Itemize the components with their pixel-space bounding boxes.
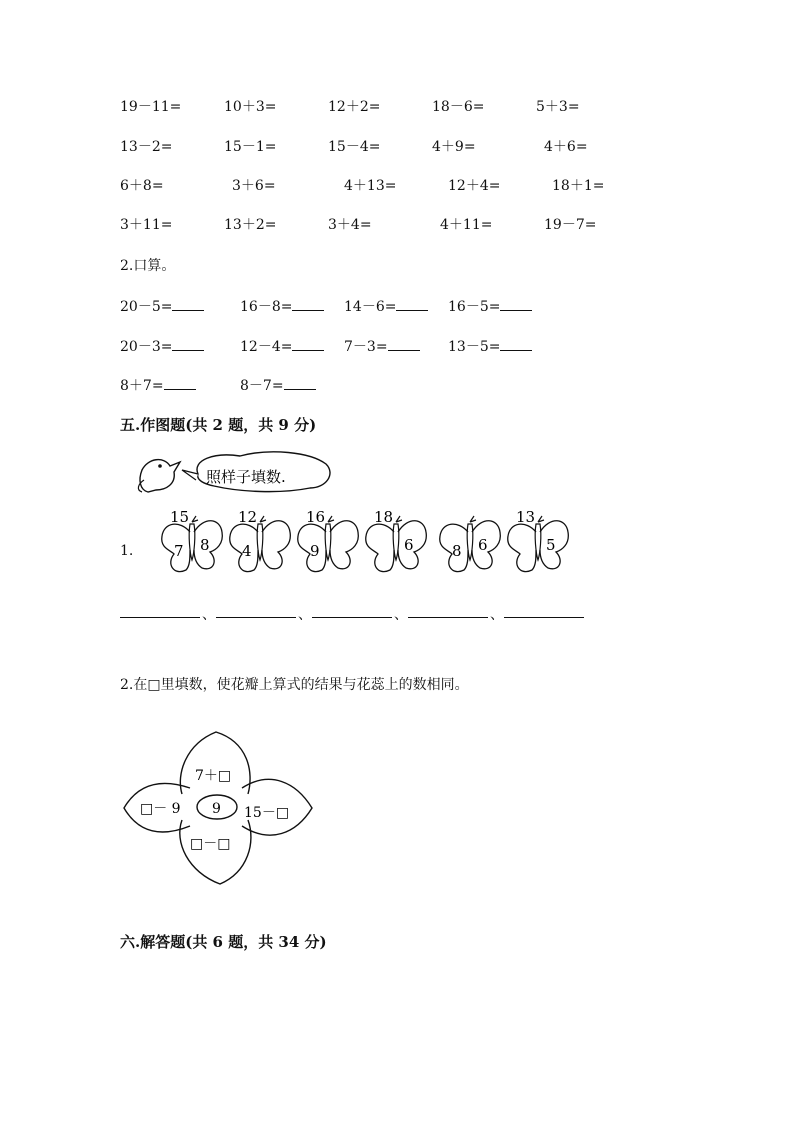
answer-blank[interactable] (172, 336, 204, 351)
oral-problem: 3＋11= (120, 217, 173, 233)
calc-problem (240, 375, 316, 395)
section-5-heading: 五.作图题(共 2 题，共 9 分) (120, 416, 317, 434)
oral-problem: 4＋11= (440, 217, 493, 233)
answer-blank[interactable] (500, 296, 532, 311)
butterfly-top: 16 (306, 508, 326, 526)
answer-blank[interactable] (284, 375, 316, 390)
butterfly-right: 8 (200, 536, 210, 554)
butterfly-top: 13 (516, 508, 536, 526)
oral-problem: 5＋3= (536, 99, 580, 115)
butterfly (440, 516, 501, 572)
calc-problem (120, 375, 196, 395)
answer-blank[interactable] (388, 336, 420, 351)
calc-expression: 16－8= (240, 299, 293, 315)
oral-problem: 12＋4= (448, 178, 501, 194)
answer-blank[interactable] (164, 375, 196, 390)
petal-top: 7＋□ (195, 768, 232, 784)
calc-expression: 16－5= (448, 299, 501, 315)
calc-expression: 8＋7= (120, 378, 164, 394)
answer-blank[interactable] (292, 296, 324, 311)
calc-expression: 12－4= (240, 339, 293, 355)
q1-number: 1. (120, 543, 134, 559)
butterfly (230, 508, 291, 572)
answer-blank[interactable] (172, 296, 204, 311)
answer-blank[interactable] (500, 336, 532, 351)
calc-problem (120, 336, 204, 356)
calc-expression: 14－6= (344, 299, 397, 315)
answer-line-2[interactable] (216, 616, 296, 618)
oral-problem: 6＋8= (120, 178, 164, 194)
oral-problem: 3＋4= (328, 217, 372, 233)
answer-blank[interactable] (396, 296, 428, 311)
calc-problem (240, 296, 324, 316)
separator: 、 (202, 607, 216, 623)
answer-line-1[interactable] (120, 616, 200, 618)
calc-problem (448, 296, 532, 316)
separator: 、 (394, 607, 408, 623)
butterfly-figure (130, 450, 576, 580)
butterfly-left: 7 (174, 542, 184, 560)
oral-problem: 19－7= (544, 217, 597, 233)
calc-problem (240, 336, 324, 356)
section-2-title: 2.口算。 (120, 258, 176, 274)
oral-problem: 19－11= (120, 99, 182, 115)
butterfly (162, 508, 223, 572)
oral-problem: 4＋9= (432, 139, 476, 155)
calc-expression: 8－7= (240, 378, 284, 394)
calc-problem (344, 336, 420, 356)
calc-problem (448, 336, 532, 356)
oral-problem: 15－4= (328, 139, 381, 155)
flower-center: 9 (212, 801, 221, 817)
flower-figure (120, 728, 316, 888)
oral-problem: 12＋2= (328, 99, 381, 115)
answer-blank[interactable] (292, 336, 324, 351)
oral-problem: 3＋6= (232, 178, 276, 194)
answer-line-3[interactable] (312, 616, 392, 618)
calc-expression: 20－5= (120, 299, 173, 315)
answer-line-5[interactable] (504, 616, 584, 618)
butterfly (508, 508, 569, 572)
separator: 、 (298, 607, 312, 623)
oral-problem: 13＋2= (224, 217, 277, 233)
butterfly-top: 18 (374, 508, 394, 526)
butterfly-top: 15 (170, 508, 190, 526)
oral-problem: 15－1= (224, 139, 277, 155)
butterfly-left: 9 (310, 542, 320, 560)
butterfly-right: 5 (546, 536, 556, 554)
butterfly-left: 4 (242, 542, 252, 560)
answer-line-4[interactable] (408, 616, 488, 618)
butterfly (366, 508, 427, 572)
butterfly-right: 6 (478, 536, 488, 554)
butterfly-left: 8 (452, 542, 462, 560)
oral-problem: 13－2= (120, 139, 173, 155)
section-6-heading: 六.解答题(共 6 题，共 34 分) (120, 933, 327, 951)
butterfly (298, 508, 359, 572)
separator: 、 (490, 607, 504, 623)
calc-problem (344, 296, 428, 316)
oral-problem: 18－6= (432, 99, 485, 115)
oral-problem: 10＋3= (224, 99, 277, 115)
oral-problem: 4＋13= (344, 178, 397, 194)
petal-bottom: □－□ (190, 836, 231, 852)
calc-expression: 13－5= (448, 339, 501, 355)
calc-problem (120, 296, 204, 316)
calc-expression: 20－3= (120, 339, 173, 355)
petal-left: □－ 9 (140, 801, 181, 817)
bird-icon (138, 460, 180, 492)
bubble-text: 照样子填数. (206, 468, 286, 486)
butterfly-right: 6 (404, 536, 414, 554)
butterfly-top: 12 (238, 508, 258, 526)
calc-expression: 7－3= (344, 339, 388, 355)
q2-text: 2.在□里填数，使花瓣上算式的结果与花蕊上的数相同。 (120, 677, 469, 693)
oral-problem: 18＋1= (552, 178, 605, 194)
petal-right: 15－□ (244, 805, 290, 821)
oral-problem: 4＋6= (544, 139, 588, 155)
